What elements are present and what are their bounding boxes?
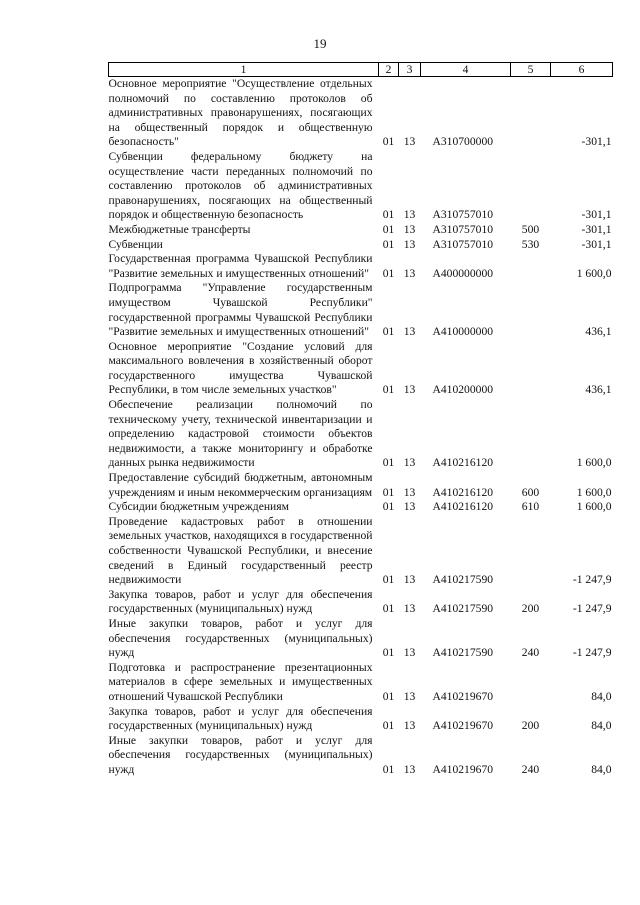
- row-name-cell: Основное мероприятие "Осуществление отдельных полномочий по составлению протоколов об административных правонарушениях, посягающих на общественный порядок и общественную безопасность": [108, 77, 373, 149]
- row-section-cell: 01: [382, 237, 395, 251]
- row-target-article-cell: A410217590: [432, 573, 494, 587]
- table-row: [109, 588, 613, 617]
- row-expense-type-cell: [511, 77, 551, 150]
- table-row: [109, 471, 613, 500]
- row-subsection-cell: 13: [403, 719, 416, 733]
- table-row: [109, 617, 613, 661]
- row-target-article-cell: A410219670: [432, 689, 494, 703]
- row-name-cell: Субвенции федеральному бюджету на осуществление части переданных полномочий по составлению протоколов об административных правонарушениях, посягающих на общественный порядок и общественную безопасность: [108, 149, 373, 222]
- table-row: [109, 252, 613, 281]
- row-amount-cell: 1 600,0: [576, 485, 612, 499]
- header-col-3: 3: [399, 63, 421, 77]
- row-expense-type-cell: 610: [521, 500, 540, 514]
- row-name-cell: Предоставление субсидий бюджетным, автономным учреждениям и иным некоммерческим организациям: [108, 471, 373, 499]
- table-row: [109, 281, 613, 339]
- row-subsection-cell: 13: [403, 573, 416, 587]
- row-name-cell: Подпрограмма "Управление государственным имуществом Чувашской Республики" государственной программы Чувашской Республики "Развитие земельных и имущественных отношений": [108, 281, 373, 339]
- row-name-cell: Основное мероприятие "Создание условий для максимального вовлечения в хозяйственный оборот государственного имущества Чувашской Республики, в том числе земельных участков": [108, 339, 373, 397]
- row-name-cell: Иные закупки товаров, работ и услуг для обеспечения государственных (муниципальных) нужд: [108, 733, 373, 776]
- row-section-cell: 01: [382, 719, 395, 733]
- table-row: [109, 734, 613, 778]
- row-name-cell: Закупка товаров, работ и услуг для обеспечения государственных (муниципальных) нужд: [108, 587, 373, 616]
- row-amount-cell: -1 247,9: [572, 646, 612, 660]
- row-subsection-cell: 13: [403, 456, 416, 470]
- row-expense-type-cell: [511, 252, 551, 281]
- row-expense-type-cell: 240: [521, 646, 540, 660]
- row-section-cell: 01: [382, 646, 395, 660]
- header-row: [109, 63, 613, 77]
- row-expense-type-cell: 200: [521, 719, 540, 733]
- row-section-cell: 01: [382, 762, 395, 776]
- row-name-cell: Обеспечение реализации полномочий по техническому учету, технической инвентаризации и определению кадастровой стоимости объектов недвижимости, а также мониторингу и обработке данных рынка недвижимости: [108, 398, 373, 470]
- row-section-cell: 01: [382, 325, 395, 339]
- row-name-cell: Иные закупки товаров, работ и услуг для обеспечения государственных (муниципальных) нужд: [108, 616, 373, 660]
- header-col-5: 5: [511, 63, 551, 77]
- row-subsection-cell: 13: [403, 689, 416, 703]
- row-amount-cell: -1 247,9: [572, 573, 612, 587]
- row-section-cell: 01: [382, 383, 395, 397]
- row-name-cell: Государственная программа Чувашской Республики "Развитие земельных и имущественных отношений": [108, 252, 373, 280]
- table-row: [109, 150, 613, 223]
- row-expense-type-cell: [511, 398, 551, 471]
- row-amount-cell: 436,1: [585, 325, 612, 339]
- row-expense-type-cell: 200: [521, 602, 540, 616]
- table-row: [109, 500, 613, 515]
- row-subsection-cell: 13: [403, 485, 416, 499]
- row-expense-type-cell: [511, 340, 551, 398]
- row-expense-type-cell: [511, 281, 551, 339]
- table-body: [109, 77, 613, 778]
- row-amount-cell: 1 600,0: [576, 456, 612, 470]
- row-target-article-cell: A410216120: [432, 500, 494, 514]
- row-amount-cell: 1 600,0: [576, 500, 612, 514]
- row-target-article-cell: A410200000: [432, 383, 494, 397]
- row-target-article-cell: A310700000: [432, 135, 494, 149]
- table-row: [109, 223, 613, 238]
- row-section-cell: 01: [382, 689, 395, 703]
- row-expense-type-cell: 530: [521, 237, 540, 251]
- row-target-article-cell: A310757010: [432, 208, 494, 222]
- table-row: [109, 340, 613, 398]
- header-col-4: 4: [421, 63, 511, 77]
- row-target-article-cell: A410219670: [432, 719, 494, 733]
- row-target-article-cell: A410000000: [432, 325, 494, 339]
- row-section-cell: 01: [382, 602, 395, 616]
- budget-table: [108, 62, 613, 778]
- row-expense-type-cell: 240: [521, 762, 540, 776]
- row-subsection-cell: 13: [403, 500, 416, 514]
- row-subsection-cell: 13: [403, 762, 416, 776]
- row-name-cell: Закупка товаров, работ и услуг для обеспечения государственных (муниципальных) нужд: [108, 704, 373, 733]
- row-target-article-cell: A410216120: [432, 485, 494, 499]
- row-target-article-cell: A410216120: [432, 456, 494, 470]
- row-amount-cell: -301,1: [581, 135, 612, 149]
- row-subsection-cell: 13: [403, 135, 416, 149]
- row-section-cell: 01: [382, 500, 395, 514]
- row-subsection-cell: 13: [403, 646, 416, 660]
- row-amount-cell: -301,1: [581, 222, 612, 236]
- row-section-cell: 01: [382, 485, 395, 499]
- row-expense-type-cell: 600: [521, 485, 540, 499]
- row-amount-cell: 1 600,0: [576, 266, 612, 280]
- table-header: [109, 63, 613, 77]
- page-number: 19: [313, 36, 327, 51]
- header-col-1: 1: [109, 63, 379, 77]
- row-amount-cell: 84,0: [591, 719, 612, 733]
- row-name-cell: Межбюджетные трансферты: [108, 222, 251, 236]
- row-amount-cell: 84,0: [591, 689, 612, 703]
- row-target-article-cell: A400000000: [432, 266, 494, 280]
- row-target-article-cell: A410219670: [432, 762, 494, 776]
- row-name-cell: Субвенции: [108, 237, 163, 251]
- row-section-cell: 01: [382, 266, 395, 280]
- row-subsection-cell: 13: [403, 325, 416, 339]
- row-expense-type-cell: [511, 661, 551, 705]
- table-row: [109, 398, 613, 471]
- row-amount-cell: -301,1: [581, 208, 612, 222]
- row-subsection-cell: 13: [403, 383, 416, 397]
- row-expense-type-cell: [511, 150, 551, 223]
- row-expense-type-cell: 500: [521, 222, 540, 236]
- row-name-cell: Подготовка и распространение презентационных материалов в сфере земельных и имущественных отношений Чувашской Республики: [108, 660, 373, 703]
- row-section-cell: 01: [382, 456, 395, 470]
- row-section-cell: 01: [382, 135, 395, 149]
- row-target-article-cell: A410217590: [432, 602, 494, 616]
- header-col-2: 2: [379, 63, 399, 77]
- row-subsection-cell: 13: [403, 602, 416, 616]
- row-amount-cell: -301,1: [581, 237, 612, 251]
- row-subsection-cell: 13: [403, 266, 416, 280]
- row-section-cell: 01: [382, 208, 395, 222]
- row-expense-type-cell: [511, 515, 551, 588]
- row-target-article-cell: A310757010: [432, 237, 494, 251]
- header-col-6: 6: [551, 63, 613, 77]
- table-row: [109, 238, 613, 253]
- row-section-cell: 01: [382, 222, 395, 236]
- table-row: [109, 705, 613, 734]
- row-section-cell: 01: [382, 573, 395, 587]
- row-name-cell: Проведение кадастровых работ в отношении земельных участков, находящихся в государственной собственности Чувашской Республики, и внесение сведений в Единый государственный реестр недвижимости: [108, 514, 373, 587]
- row-subsection-cell: 13: [403, 237, 416, 251]
- table-row: [109, 515, 613, 588]
- row-target-article-cell: A410217590: [432, 646, 494, 660]
- table-row: [109, 77, 613, 150]
- row-name-cell: Субсидии бюджетным учреждениям: [108, 500, 289, 514]
- row-amount-cell: 436,1: [585, 383, 612, 397]
- row-amount-cell: -1 247,9: [572, 602, 612, 616]
- row-target-article-cell: A310757010: [432, 222, 494, 236]
- row-amount-cell: 84,0: [591, 762, 612, 776]
- row-subsection-cell: 13: [403, 222, 416, 236]
- row-subsection-cell: 13: [403, 208, 416, 222]
- table-row: [109, 661, 613, 705]
